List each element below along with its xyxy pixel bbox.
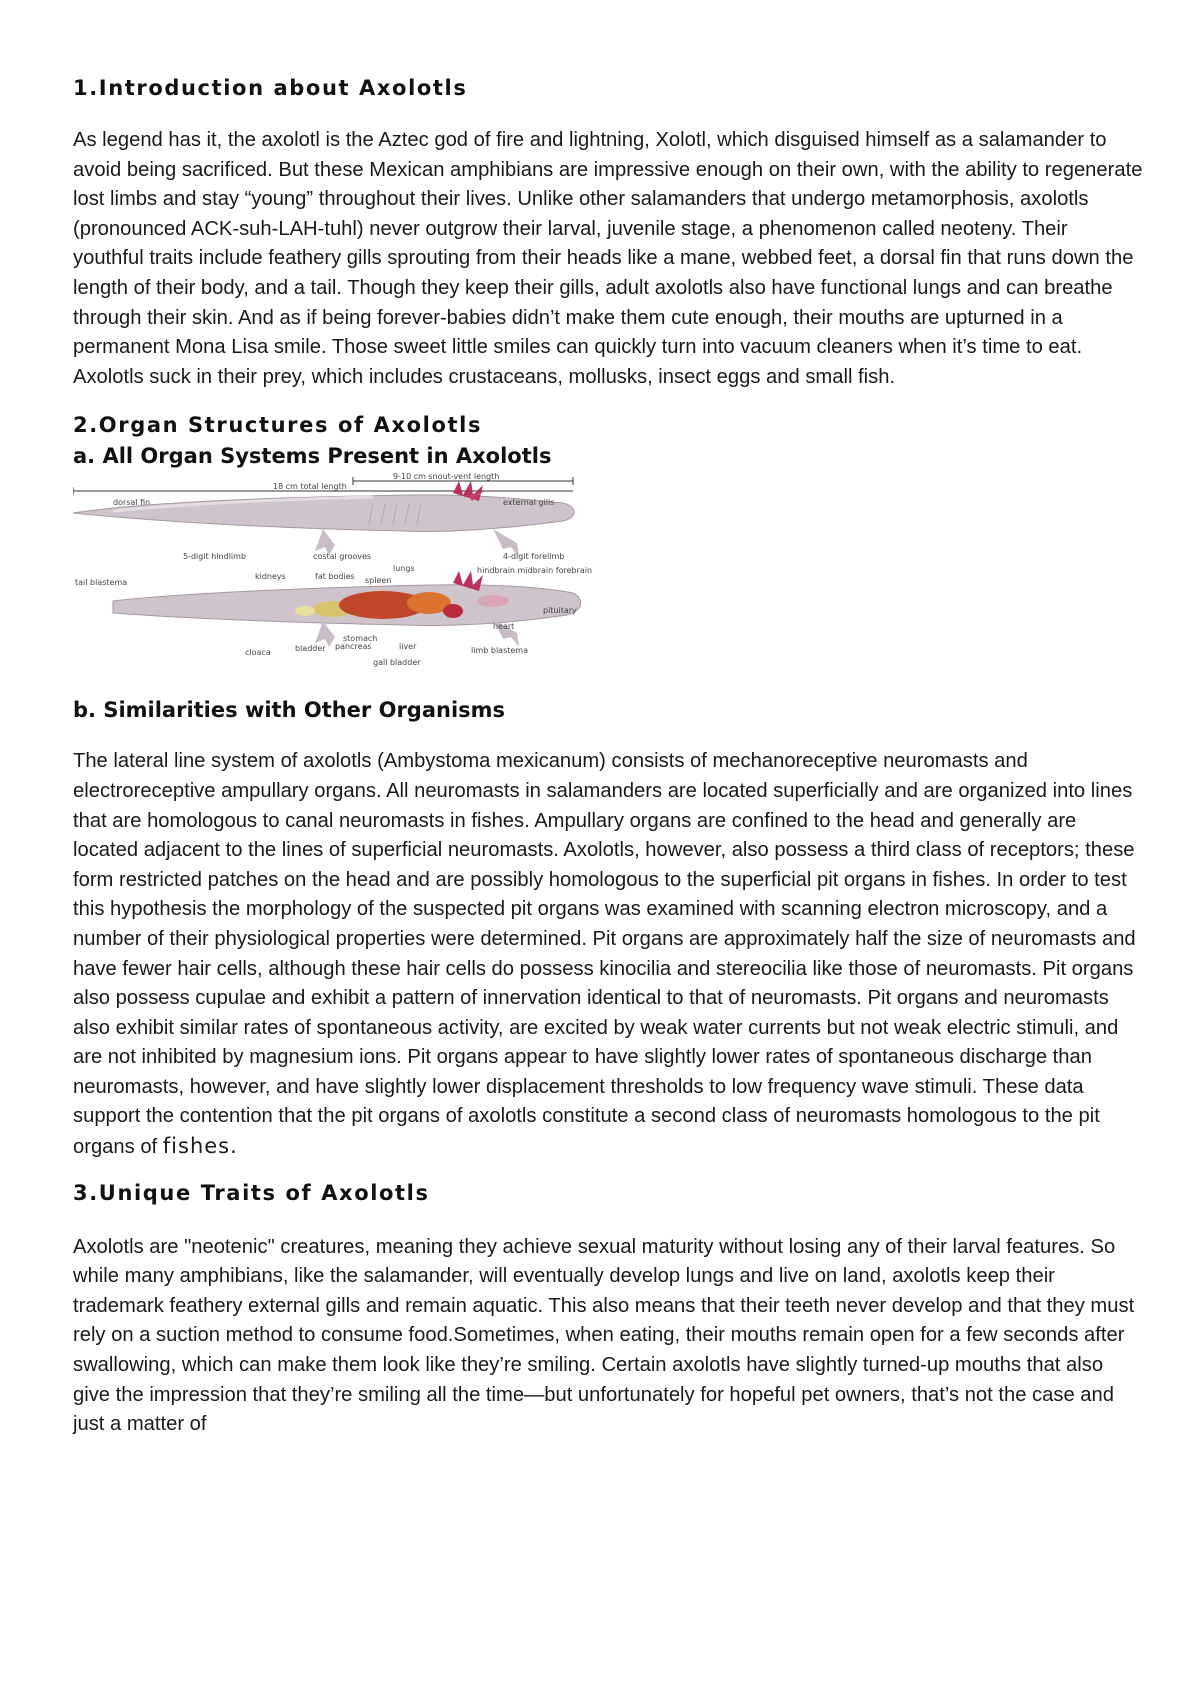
pancreas-label: pancreas [335, 642, 372, 652]
section-3-heading: 3.Unique Traits of Axolotls [73, 1180, 430, 1205]
bladder-label: bladder [295, 644, 326, 654]
liver-label: liver [399, 642, 417, 652]
heart-label: heart [493, 622, 515, 632]
kidneys-label: kidneys [255, 572, 286, 582]
pituitary-label: pituitary [543, 606, 577, 616]
brain-label: hindbrain midbrain forebrain [477, 566, 593, 576]
spleen-label: spleen [365, 576, 392, 586]
total-length-label: 18 cm total length [273, 482, 347, 492]
section-2-heading: 2.Organ Structures of Axolotls [73, 413, 483, 438]
limb-blastema-label: limb blastema [471, 646, 528, 656]
subsection-b-text: The lateral line system of axolotls (Ambystoma mexicanum) consists of mechanoreceptive neuromasts and electroreceptive ampullary organs. All neuromasts in salamanders are located superficially and are organized into lines that are homologous to canal neuromasts in fishes. Ampullary organs are confined to the head and generally are located adjacent to the lines of superficial neuromasts. Axolotls, however, also possess a third class of receptors; these form restricted patches on the head and are possibly homologous to the superficial pit organs in fishes. In order to test this hypothesis the morphology of the suspected pit organs was examined with scanning electron microscopy, and a number of their physiological properties were determined. Pit organs are approximately half the size of neuromasts and have fewer hair cells, although these hair cells do possess kinocilia and stereocilia like those of neuromasts. Pit organs also possess cupulae and exhibit a pattern of innervation identical to that of neuromasts. Pit organs and neuromasts also exhibit similar rates of spontaneous activity, are excited by weak water currents but not weak electric stimuli, and are not inhibited by magnesium ions. Pit organs appear to have slightly lower rates of spontaneous discharge than neuromasts, however, and have slightly lower displacement thresholds to low frequency wave stimuli. These data support the contention that the pit organs of axolotls constitute a second class of neuromasts homologous to the pit organs of [73, 750, 1136, 1159]
lungs-label: lungs [393, 564, 415, 574]
axolotl-anatomy-diagram [73, 473, 613, 685]
costal-grooves-label: costal grooves [313, 552, 372, 562]
section-1-paragraph: As legend has it, the axolotl is the Aztec god of fire and lightning, Xolotl, which disguised himself as a salamander to avoid being sacrificed. But these Mexican amphibians are impressive enough on their own, with the ability to regenerate lost limbs and stay “young” throughout their lives. Unlike other salamanders that undergo metamorphosis, axolotls (pronounced ACK-suh-LAH-tuhl) never outgrow their larval, juvenile stage, a phenomenon called neoteny. Their youthful traits include feathery gills sprouting from their heads like a mane, webbed feet, a dorsal fin that runs down the length of their body, and a tail. Though they keep their gills, adult axolotls also have functional lungs and can breathe through their skin. And as if being forever-babies didn’t make them cute enough, their mouths are upturned in a permanent Mona Lisa smile. Those sweet little smiles can quickly turn into vacuum cleaners when it’s time to eat. Axolotls suck in their prey, which includes crustaceans, mollusks, insect eggs and small fish. [73, 129, 1143, 388]
external-gills-label: external gills [503, 498, 555, 508]
axolotl-external-illustration [73, 481, 574, 557]
subsection-a-heading: a. All Organ Systems Present in Axolotls [73, 444, 552, 469]
subsection-b-last-word: fishes. [162, 1134, 238, 1159]
dorsal-fin-label: dorsal fin [113, 498, 151, 508]
fat-bodies-label: fat bodies [315, 572, 355, 582]
section-3-paragraph: Axolotls are "neotenic" creatures, meaning they achieve sexual maturity without losing any of their larval features. So while many amphibians, like the salamander, will eventually develop lungs and live on land, axolotls keep their trademark feathery external gills and remain aquatic. This also means that their teeth never develop and that they must rely on a suction method to consume food.Sometimes, when eating, their mouths remain open for a few seconds after swallowing, which can make them look like they’re smiling. Certain axolotls have slightly turned-up mouths that also give the impression that they’re smiling all the time—but unfortunately for hopeful pet owners, that’s not the case and just a matter of [73, 1235, 1135, 1436]
subsection-b-paragraph [73, 747, 1143, 1162]
cloaca-label: cloaca [245, 648, 271, 658]
subsection-b-heading: b. Similarities with Other Organisms [73, 698, 506, 723]
axolotl-anatomy-figure [73, 473, 613, 685]
document-content [73, 72, 1143, 1440]
section-1-heading: 1.Introduction about Axolotls [73, 76, 468, 100]
tail-blastema-label: tail blastema [75, 578, 128, 588]
hindlimb-label: 5-digit hindlimb [183, 552, 247, 562]
gall-bladder-label: gall bladder [373, 658, 421, 668]
stomach-label: stomach [343, 634, 378, 644]
snout-vent-label: 9-10 cm snout-vent length [393, 473, 500, 482]
forelimb-label: 4-digit forelimb [503, 552, 565, 562]
